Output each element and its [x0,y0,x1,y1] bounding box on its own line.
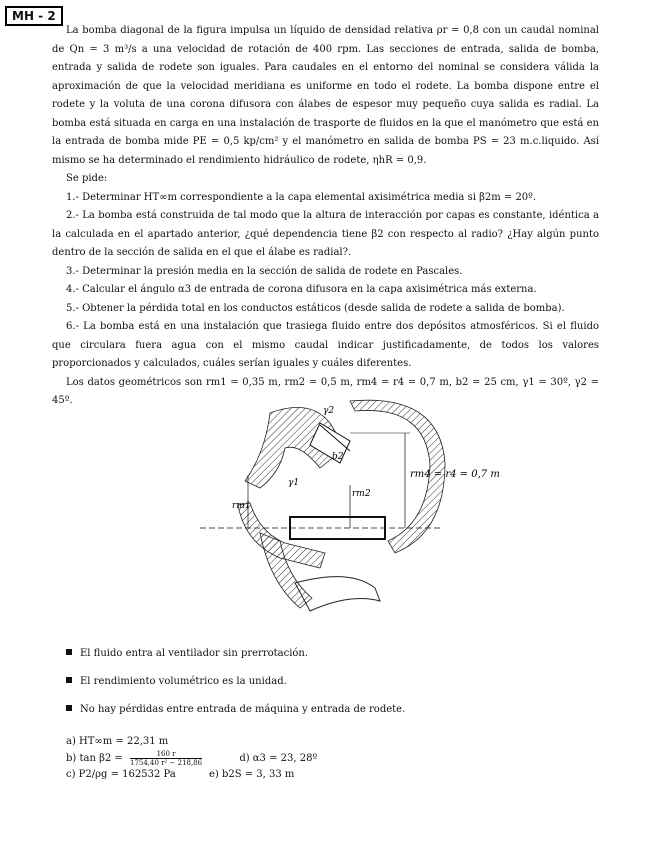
geometric-data: Los datos geométricos son rm1 = 0,35 m, rm2 = 0,5 m, rm4 = r4 = 0,7 m, b2 = 25 cm, γ1 = 30º, γ2 = 45º. [52,376,599,406]
answer-b-fraction [130,750,202,767]
answer-c-e-row [66,767,317,783]
answers-block [66,734,317,783]
answer-c: c) P2/ρg = 162532 Pa [66,769,176,780]
label-gamma1: γ1 [288,478,300,488]
paragraph-intro: La bomba diagonal de la figura impulsa un líquido de densidad relativa ρr = 0,8 con un caudal nominal de Qn = 3 m³/s a una velocidad de rotación de 400 rpm. Las secciones de entrada, salida de bomba, entrada y salida de rodete son iguales. Para caudales en el entorno del nominal se considera válida la aproximación de que la velocidad meridiana es uniforme en todo el rodete. La bomba dispone entre el rodete y la voluta de una corona difusora con álabes de espesor muy pequeño cuya salida es radial. La bomba está situada en carga en una instalación de trasporte de fluidos en la que el manómetro que está en la entrada de bomba mide PE = 0,5 kp/cm² y el manómetro en salida de bomba PS = 23 m.c.liquido. Así mismo se ha determinado el rendimiento hidráulico de rodete, ηhR = 0,9. [52,25,599,166]
assumption-text: El rendimiento volumétrico es la unidad. [80,676,287,687]
bullet-square-icon [66,677,72,683]
bullet-square-icon [66,705,72,711]
paragraph-se-pide: Se pide: [66,173,108,184]
assumption-text: El fluido entra al ventilador sin prerrotación. [80,648,309,659]
label-b2: b2 [332,452,344,462]
label-rm4: rm4 = r4 = 0,7 m [410,469,500,480]
answer-d: d) α3 = 23, 28º [239,753,318,764]
question-2: 2.- La bomba está construida de tal modo que la altura de interacción por capas es constante, idéntica a la calculada en el apartado anterior, ¿qué dependencia tiene β2 con respecto al radio? ¿Hay algún punto dentro de la sección de salida en el que el álabe es radial?. [52,210,599,258]
pump-meridional-figure [200,393,500,618]
answer-b-denominator: 1754,40 r² − 218,86 [129,759,203,767]
assumption-text: No hay pérdidas entre entrada de máquina y entrada de rodete. [80,704,406,715]
label-gamma2: γ2 [323,406,335,416]
problem-tag: MH - 2 [5,6,63,26]
answer-e: e) b2S = 3, 33 m [208,769,295,780]
assumptions-list [66,648,405,732]
answer-b-prefix: b) tan β2 = [66,753,123,764]
question-3: 3.- Determinar la presión media en la sección de salida de rodete en Pascales. [66,265,463,277]
answer-b-d-row [66,750,317,767]
question-1: 1.- Determinar HT∞m correspondiente a la capa elemental axisimétrica media si β2m = 20º. [66,191,537,203]
question-5: 5.- Obtener la pérdida total en los conductos estáticos (desde salida de rodete a salida de bomba). [66,302,565,314]
assumption-item [66,648,405,676]
assumption-item [66,676,405,704]
answer-a: a) HT∞m = 22,31 m [66,736,169,747]
label-rm2: rm2 [352,489,371,499]
problem-statement [52,22,599,411]
question-4: 4.- Calcular el ángulo α3 de entrada de corona difusora en la capa axisimétrica más externa. [66,284,537,295]
label-rm1: rm1 [232,501,251,511]
question-6: 6.- La bomba está en una instalación que trasiega fluido entre dos depósitos atmosféricos. Si el fluido que circulara fuera agua con el mismo caudal indicar justificadamente, de todos los valores proporcionados y calculados, cuáles serían iguales y cuáles diferentes. [52,321,599,369]
assumption-item [66,704,405,732]
answer-b-numerator: 160 r [130,750,202,759]
bullet-square-icon [66,649,72,655]
